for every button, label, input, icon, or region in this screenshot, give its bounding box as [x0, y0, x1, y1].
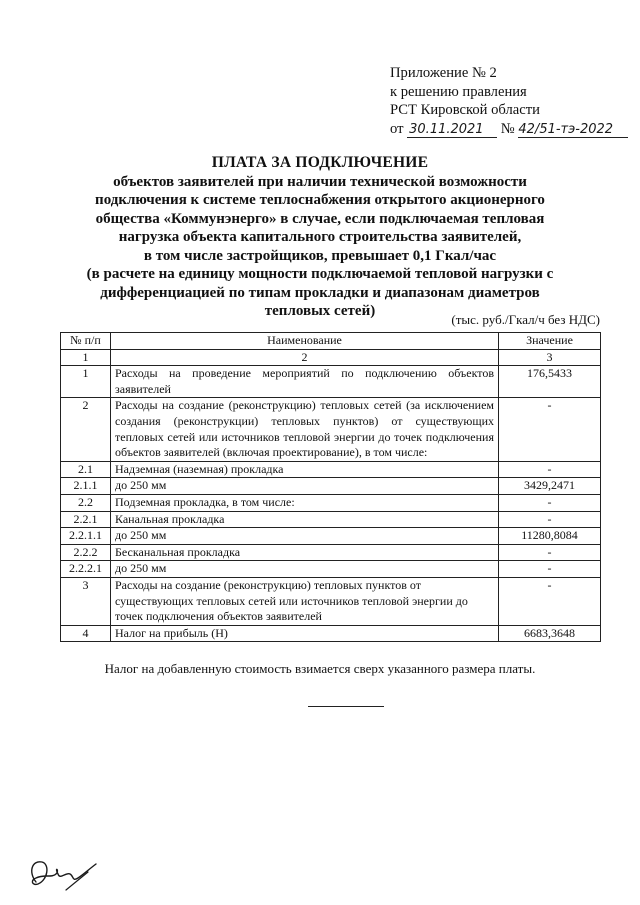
row-num: 4: [61, 625, 111, 642]
row-num: 1: [61, 366, 111, 398]
header-num: № п/п: [61, 333, 111, 350]
row-num: 2.1.1: [61, 478, 111, 495]
row-name: Бесканальная прокладка: [111, 544, 499, 561]
table-row: [61, 494, 601, 511]
table-row: [61, 561, 601, 578]
vat-footnote: Налог на добавленную стоимость взимается сверх указанного размера платы.: [104, 661, 536, 676]
title-main: ПЛАТА ЗА ПОДКЛЮЧЕНИЕ: [211, 154, 429, 171]
row-num: 2: [61, 398, 111, 461]
handwritten-number: 42/51-тэ-2022: [518, 121, 628, 140]
table-row: [61, 398, 601, 461]
table-header-row: [61, 333, 601, 350]
title-line: общества «Коммунэнерго» в случае, если подключаемая тепловая: [95, 210, 545, 227]
row-num: 2.2.1: [61, 511, 111, 528]
appendix-line2: к решению правления: [390, 83, 527, 100]
title-line: дифференциацией по типам прокладки и диапазонам диаметров: [100, 284, 540, 301]
units-note: (тыс. руб./Гкал/ч без НДС): [451, 312, 600, 327]
row-value: -: [499, 398, 601, 461]
fee-table: [60, 332, 601, 642]
title-line: тепловых сетей): [264, 303, 376, 319]
row-name: Канальная прокладка: [111, 511, 499, 528]
row-num: 3: [61, 577, 111, 625]
table-row: [61, 511, 601, 528]
index-cell: 1: [61, 349, 111, 366]
index-cell: 3: [499, 349, 601, 366]
appendix-line1: Приложение № 2: [390, 65, 497, 81]
title-line: подключения к системе теплоснабжения открытого акционерного: [95, 192, 545, 208]
table-row: [61, 577, 601, 625]
row-name: Расходы на проведение мероприятий по подключению объектов заявителей: [111, 366, 499, 398]
signature-icon: [26, 852, 106, 896]
row-value: -: [499, 577, 601, 625]
document-title: [0, 154, 640, 321]
row-value: -: [499, 561, 601, 578]
row-name: до 250 мм: [111, 528, 499, 545]
row-num: 2.2: [61, 494, 111, 511]
appendix-line3: РСТ Кировской области: [390, 102, 540, 119]
appendix-date-line: [390, 120, 630, 140]
separator-line: [308, 706, 384, 707]
title-line: нагрузка объекта капитального строительства заявителей,: [118, 229, 522, 245]
row-value: 6683,3648: [499, 625, 601, 642]
table-row: [61, 478, 601, 495]
title-line: (в расчете на единицу мощности подключаемой тепловой нагрузки с: [86, 266, 554, 282]
row-name: Расходы на создание (реконструкцию) тепловых сетей (за исключением создания (реконструкции) тепловых пунктов) от существующих тепловых сетей или источников тепловой энергии до точек подключения объектов заявителей (включая проектирование), в том числе:: [111, 398, 499, 461]
row-value: 3429,2471: [499, 478, 601, 495]
index-cell: 2: [111, 349, 499, 366]
row-value: 176,5433: [499, 366, 601, 398]
row-num: 2.2.2: [61, 544, 111, 561]
title-line: объектов заявителей при наличии технической возможности: [113, 173, 527, 190]
row-value: -: [499, 511, 601, 528]
row-name: Налог на прибыль (Н): [111, 625, 499, 642]
row-name: Подземная прокладка, в том числе:: [111, 494, 499, 511]
table-index-row: [61, 349, 601, 366]
header-name: Наименование: [111, 333, 499, 350]
handwritten-date: 30.11.2021: [407, 121, 497, 140]
table-row: [61, 528, 601, 545]
appendix-header: [390, 64, 630, 139]
row-num: 2.2.2.1: [61, 561, 111, 578]
row-name: до 250 мм: [111, 478, 499, 495]
date-prefix: от: [390, 120, 404, 137]
title-line: в том числе застройщиков, превышает 0,1 Гкал/час: [143, 247, 497, 264]
row-value: -: [499, 461, 601, 478]
row-num: 2.1: [61, 461, 111, 478]
row-value: -: [499, 494, 601, 511]
row-value: 11280,8084: [499, 528, 601, 545]
row-num: 2.2.1.1: [61, 528, 111, 545]
row-value: -: [499, 544, 601, 561]
table-row: [61, 461, 601, 478]
number-prefix: №: [500, 120, 515, 137]
table-row: [61, 366, 601, 398]
table-row: [61, 625, 601, 642]
row-name: Надземная (наземная) прокладка: [111, 461, 499, 478]
table-row: [61, 544, 601, 561]
header-value: Значение: [499, 333, 601, 350]
row-name: до 250 мм: [111, 561, 499, 578]
row-name: Расходы на создание (реконструкцию) тепловых пунктов от существующих тепловых сетей или источников тепловой энергии до точек подключения объектов заявителей: [111, 577, 499, 625]
